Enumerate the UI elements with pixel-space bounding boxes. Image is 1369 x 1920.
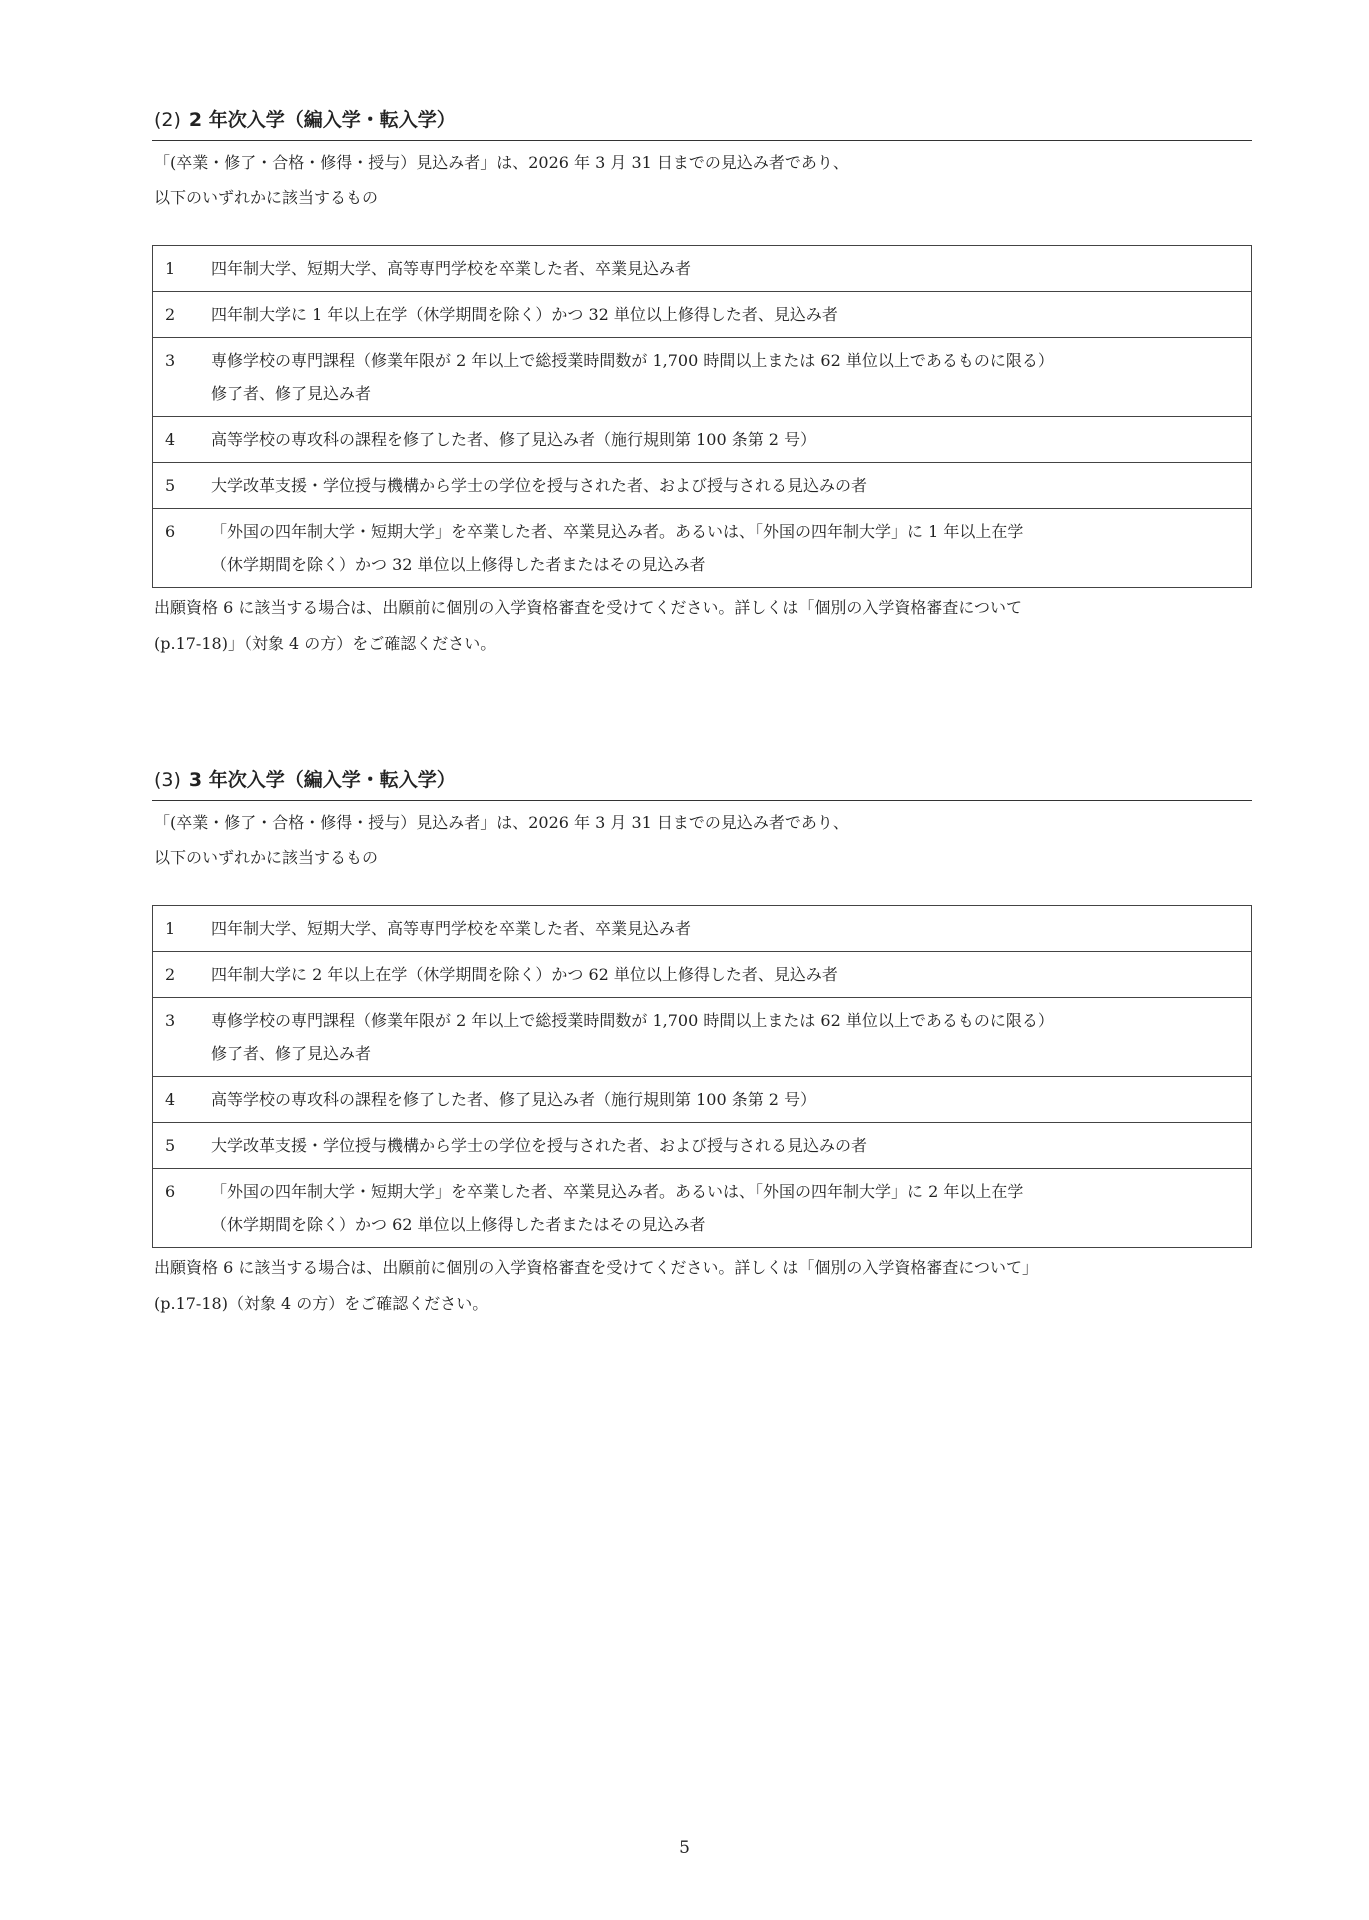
row-line: 四年制大学、短期大学、高等専門学校を卒業した者、卒業見込み者 <box>211 919 692 938</box>
row-line: 「外国の四年制大学・短期大学」を卒業した者、卒業見込み者。あるいは、「外国の四年制大学」に 2 年以上在学 <box>211 1182 1024 1201</box>
note-line: (p.17-18)（対象 4 の方）をご確認ください。 <box>154 1294 489 1313</box>
section-intro <box>152 145 1252 215</box>
row-line: 四年制大学、短期大学、高等専門学校を卒業した者、卒業見込み者 <box>211 259 692 278</box>
row-number: 4 <box>153 417 204 463</box>
row-number: 4 <box>153 1077 204 1123</box>
section-3rd-year <box>152 760 1252 1322</box>
section-2nd-year <box>152 100 1252 662</box>
row-text <box>203 906 1252 952</box>
row-number: 6 <box>153 1169 204 1248</box>
table-row <box>153 338 1252 417</box>
row-number: 1 <box>153 906 204 952</box>
row-line: 修了者、修了見込み者 <box>211 384 372 403</box>
table-row <box>153 1123 1252 1169</box>
row-number: 2 <box>153 292 204 338</box>
row-line: 高等学校の専攻科の課程を修了した者、修了見込み者（施行規則第 100 条第 2 号） <box>211 1090 817 1109</box>
row-text <box>203 1123 1252 1169</box>
row-text <box>203 952 1252 998</box>
section-heading <box>152 100 1252 141</box>
row-text <box>203 1077 1252 1123</box>
row-text <box>203 338 1252 417</box>
table-row <box>153 1077 1252 1123</box>
row-line: 四年制大学に 1 年以上在学（休学期間を除く）かつ 32 単位以上修得した者、見込み者 <box>211 305 838 324</box>
row-number: 3 <box>153 998 204 1077</box>
row-number: 1 <box>153 246 204 292</box>
section-heading <box>152 760 1252 801</box>
section-note <box>152 1250 1252 1322</box>
row-line: 専修学校の専門課程（修業年限が 2 年以上で総授業時間数が 1,700 時間以上または 62 単位以上であるものに限る） <box>211 1011 1054 1030</box>
table-row <box>153 1169 1252 1248</box>
row-text <box>203 246 1252 292</box>
row-line: 大学改革支援・学位授与機構から学士の学位を授与された者、および授与される見込みの者 <box>211 1136 868 1155</box>
table-row <box>153 998 1252 1077</box>
row-number: 5 <box>153 463 204 509</box>
table-row <box>153 417 1252 463</box>
row-line: 四年制大学に 2 年以上在学（休学期間を除く）かつ 62 単位以上修得した者、見込み者 <box>211 965 838 984</box>
row-text <box>203 509 1252 588</box>
table-row <box>153 463 1252 509</box>
row-line: 修了者、修了見込み者 <box>211 1044 372 1063</box>
section-number: (3) <box>154 769 181 791</box>
row-text <box>203 463 1252 509</box>
note-line: 出願資格 6 に該当する場合は、出願前に個別の入学資格審査を受けてください。詳しくは「個別の入学資格審査について <box>154 598 1023 617</box>
row-line: 大学改革支援・学位授与機構から学士の学位を授与された者、および授与される見込みの者 <box>211 476 868 495</box>
qualification-table <box>152 905 1252 1248</box>
row-text <box>203 292 1252 338</box>
section-note <box>152 590 1252 662</box>
table-row <box>153 509 1252 588</box>
section-title: 2 年次入学（編入学・転入学） <box>188 109 456 131</box>
section-intro <box>152 805 1252 875</box>
table-row <box>153 952 1252 998</box>
row-number: 3 <box>153 338 204 417</box>
note-line: (p.17-18)」（対象 4 の方）をご確認ください。 <box>154 634 497 653</box>
row-line: 専修学校の専門課程（修業年限が 2 年以上で総授業時間数が 1,700 時間以上または 62 単位以上であるものに限る） <box>211 351 1054 370</box>
row-line: （休学期間を除く）かつ 32 単位以上修得した者またはその見込み者 <box>211 555 706 574</box>
row-line: （休学期間を除く）かつ 62 単位以上修得した者またはその見込み者 <box>211 1215 706 1234</box>
qualification-table <box>152 245 1252 588</box>
row-line: 「外国の四年制大学・短期大学」を卒業した者、卒業見込み者。あるいは、「外国の四年制大学」に 1 年以上在学 <box>211 522 1024 541</box>
row-text <box>203 998 1252 1077</box>
row-number: 6 <box>153 509 204 588</box>
table-row <box>153 906 1252 952</box>
intro-line: 「(卒業・修了・合格・修得・授与）見込み者」は、2026 年 3 月 31 日までの見込み者であり、 <box>154 153 849 172</box>
intro-line: 以下のいずれかに該当するもの <box>154 848 379 867</box>
table-row <box>153 246 1252 292</box>
intro-line: 「(卒業・修了・合格・修得・授与）見込み者」は、2026 年 3 月 31 日までの見込み者であり、 <box>154 813 849 832</box>
table-row <box>153 292 1252 338</box>
intro-line: 以下のいずれかに該当するもの <box>154 188 379 207</box>
row-text <box>203 417 1252 463</box>
row-number: 2 <box>153 952 204 998</box>
section-number: (2) <box>154 109 181 131</box>
note-line: 出願資格 6 に該当する場合は、出願前に個別の入学資格審査を受けてください。詳しくは「個別の入学資格審査について」 <box>154 1258 1039 1277</box>
section-title: 3 年次入学（編入学・転入学） <box>188 769 456 791</box>
row-text <box>203 1169 1252 1248</box>
page-number: 5 <box>679 1838 690 1858</box>
row-line: 高等学校の専攻科の課程を修了した者、修了見込み者（施行規則第 100 条第 2 号） <box>211 430 817 449</box>
row-number: 5 <box>153 1123 204 1169</box>
